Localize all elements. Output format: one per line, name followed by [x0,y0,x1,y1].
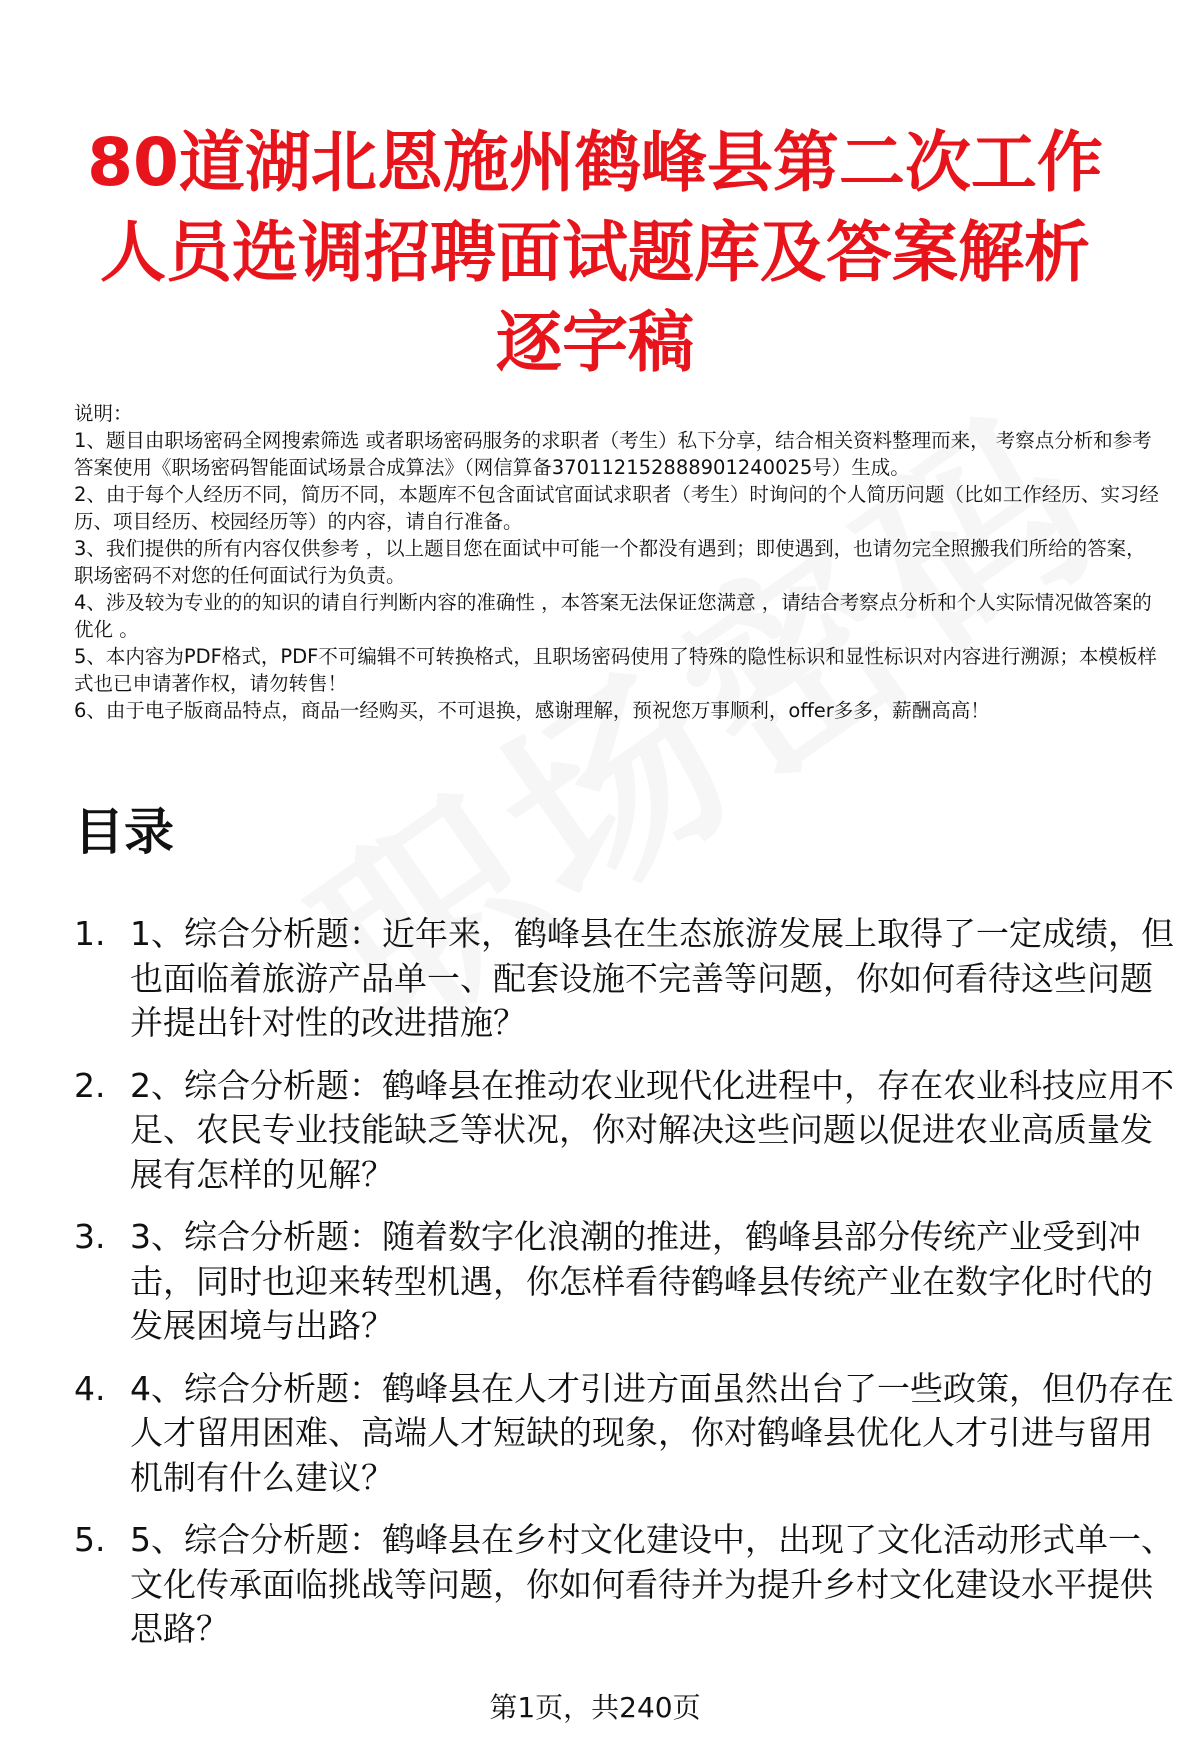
page-footer: 第1页，共240页 [489,1691,701,1724]
notes-heading: 说明： [74,402,133,425]
toc-item-text: 1、综合分析题：近年来，鹤峰县在生态旅游发展上取得了一定成绩，但也面临着旅游产品单一、配套设施不完善等问题，你如何看待这些问题并提出针对性的改进措施？ [130,914,1174,1042]
document-title: 80道湖北恩施州鹤峰县第二次工作人员选调招聘面试题库及答案解析逐字稿 [87,124,1103,381]
table-of-contents [74,912,1174,1670]
toc-item-text: 3、综合分析题：随着数字化浪潮的推进，鹤峰县部分传统产业受到冲击，同时也迎来转型机遇，你怎样看待鹤峰县传统产业在数字化时代的发展困境与出路？ [130,1217,1153,1345]
toc-item[interactable] [74,1064,1174,1198]
toc-heading: 目录 [74,803,174,861]
toc-item-text: 5、综合分析题：鹤峰县在乡村文化建设中，出现了文化活动形式单一、文化传承面临挑战等问题，你如何看待并为提升乡村文化建设水平提供思路？ [130,1520,1174,1648]
notes-section [74,400,1159,724]
toc-item[interactable] [74,1367,1174,1501]
toc-item-number: 4. [74,1368,106,1408]
toc-item-text: 4、综合分析题：鹤峰县在人才引进方面虽然出台了一些政策，但仍存在人才留用困难、高端人才短缺的现象，你对鹤峰县优化人才引进与留用机制有什么建议？ [130,1368,1174,1497]
note-item: 6、由于电子版商品特点，商品一经购买，不可退换，感谢理解，预祝您万事顺利，offer多多，薪酬高高！ [74,699,990,722]
toc-item-number: 1. [74,914,106,953]
toc-item-number: 3. [74,1217,106,1256]
note-item: 5、本内容为PDF格式，PDF不可编辑不可转换格式，且职场密码使用了特殊的隐性标识和显性标识对内容进行溯源；本模板样式也已申请著作权，请勿转售！ [74,645,1157,695]
toc-item[interactable] [74,1518,1174,1652]
toc-item[interactable] [74,912,1174,1046]
note-item: 3、我们提供的所有内容仅供参考 ，以上题目您在面试中可能一个都没有遇到；即使遇到，也请勿完全照搬我们所给的答案，职场密码不对您的任何面试行为负责。 [74,537,1146,587]
toc-item-number: 2. [74,1065,106,1105]
note-item: 2、由于每个人经历不同，简历不同，本题库不包含面试官面试求职者（考生）时询问的个人简历问题（比如工作经历、实习经历、项目经历、校园经历等）的内容，请自行准备。 [74,483,1159,533]
toc-item-number: 5. [74,1520,106,1559]
note-item: 1、题目由职场密码全网搜索筛选 或者职场密码服务的求职者（考生）私下分享，结合相关资料整理而来， 考察点分析和参考答案使用《职场密码智能面试场景合成算法》（网信算备370112152888901240025号）生成。 [74,429,1152,479]
note-item: 4、涉及较为专业的的知识的请自行判断内容的准确性 ，本答案无法保证您满意 ，请结合考察点分析和个人实际情况做答案的优化 。 [74,591,1152,641]
toc-item[interactable] [74,1215,1174,1349]
toc-item-text: 2、综合分析题：鹤峰县在推动农业现代化进程中，存在农业科技应用不足、农民专业技能缺乏等状况，你对解决这些问题以促进农业高质量发展有怎样的见解？ [130,1065,1174,1194]
